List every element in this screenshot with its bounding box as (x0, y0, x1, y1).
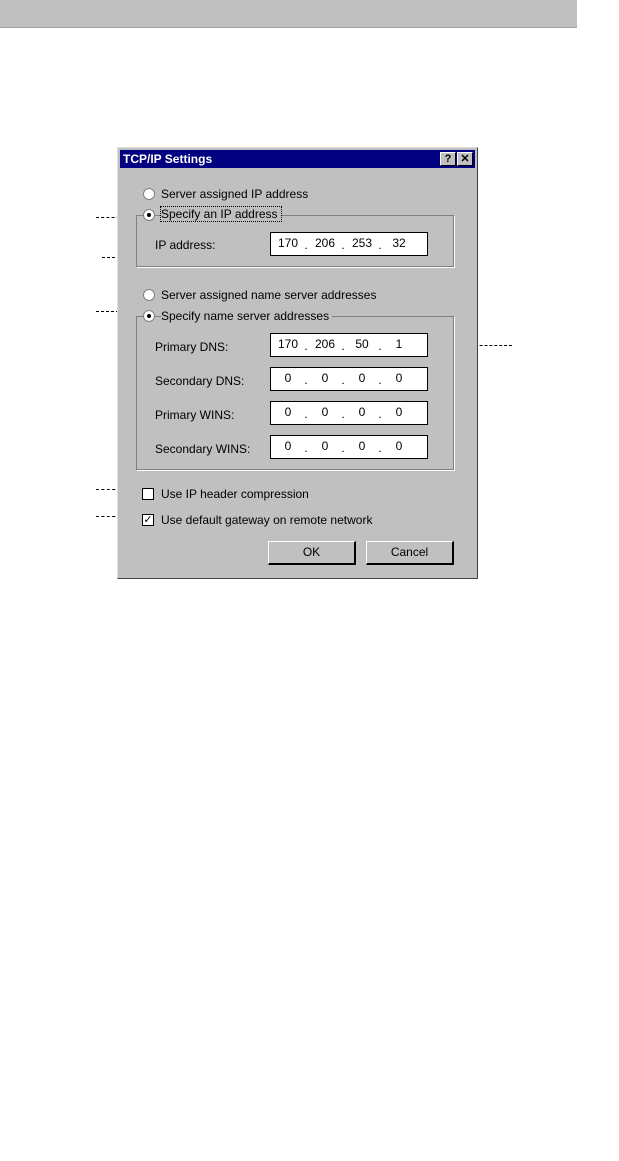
primary-dns-field[interactable]: 170 . 206 . 50 . 1 (270, 333, 428, 357)
radio-server-assigned-ip-label[interactable]: Server assigned IP address (161, 187, 309, 201)
default-gateway-checkbox[interactable] (142, 514, 154, 526)
close-icon[interactable]: ✕ (457, 152, 473, 166)
radio-specify-dns-label[interactable]: Specify name server addresses (161, 309, 332, 323)
primary-dns-label: Primary DNS: (155, 340, 229, 354)
page-header-bar (0, 0, 577, 28)
dialog-titlebar (120, 150, 475, 168)
ip-header-compression-label[interactable]: Use IP header compression (161, 487, 309, 501)
radio-server-assigned-dns-label[interactable]: Server assigned name server addresses (161, 288, 377, 302)
dialog-title: TCP/IP Settings (123, 152, 213, 166)
ip-header-compression-checkbox[interactable] (142, 488, 154, 500)
default-gateway-label[interactable]: Use default gateway on remote network (161, 513, 373, 527)
radio-server-assigned-ip[interactable] (143, 188, 155, 200)
radio-specify-ip-label[interactable]: Specify an IP address (161, 207, 281, 221)
cancel-button[interactable]: Cancel (366, 541, 454, 565)
ok-button[interactable]: OK (268, 541, 356, 565)
radio-specify-ip[interactable] (143, 209, 155, 221)
help-icon[interactable]: ? (440, 152, 456, 166)
secondary-dns-field[interactable]: 0 . 0 . 0 . 0 (270, 367, 428, 391)
tcpip-settings-dialog (117, 147, 478, 579)
primary-wins-label: Primary WINS: (155, 408, 235, 422)
primary-wins-field[interactable]: 0 . 0 . 0 . 0 (270, 401, 428, 425)
secondary-dns-label: Secondary DNS: (155, 374, 245, 388)
radio-specify-dns[interactable] (143, 310, 155, 322)
checkmark-icon: ✓ (143, 514, 153, 526)
secondary-wins-field[interactable]: 0 . 0 . 0 . 0 (270, 435, 428, 459)
radio-server-assigned-dns[interactable] (143, 289, 155, 301)
ip-address-label: IP address: (155, 238, 216, 252)
ip-address-field[interactable]: 170 . 206 . 253 . 32 (270, 232, 428, 256)
secondary-wins-label: Secondary WINS: (155, 442, 251, 456)
